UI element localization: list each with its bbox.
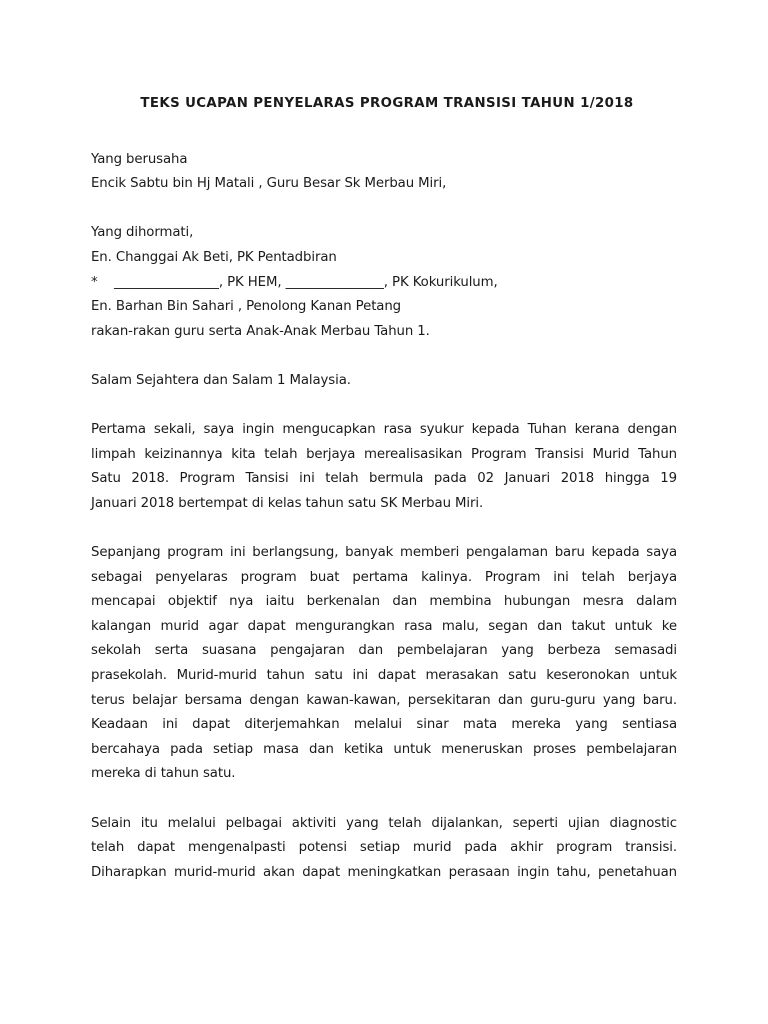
- salutation-line: Yang berusaha: [91, 151, 188, 167]
- paragraph-line: mencapai objektif nya iaitu berkenalan dan membina hubungan mesra dalam: [91, 594, 677, 610]
- paragraph-line: Pertama sekali, saya ingin mengucapkan rasa syukur kepada Tuhan kerana dengan: [91, 422, 677, 438]
- salutation-line: Encik Sabtu bin Hj Matali , Guru Besar Sk Merbau Miri,: [91, 176, 447, 192]
- document-content: [91, 92, 677, 910]
- salutation-line: * ________________, PK HEM, _______________, PK Kokurikulum,: [91, 274, 498, 290]
- paragraph-2: [91, 541, 677, 787]
- paragraph-line: Sepanjang program ini berlangsung, banyak memberi pengalaman baru kepada saya: [91, 545, 677, 561]
- paragraph-line: terus belajar bersama dengan kawan-kawan, persekitaran dan guru-guru yang baru.: [91, 692, 677, 708]
- paragraph-line: Selain itu melalui pelbagai aktiviti yang telah dijalankan, seperti ujian diagnostic: [91, 815, 677, 831]
- document-title: TEKS UCAPAN PENYELARAS PROGRAM TRANSISI TAHUN 1/2018: [140, 96, 634, 111]
- salutation-block-2: [91, 221, 677, 344]
- paragraph-line: bercahaya pada setiap masa dan ketika untuk meneruskan proses pembelajaran: [91, 741, 677, 757]
- greeting-line: Salam Sejahtera dan Salam 1 Malaysia.: [91, 372, 351, 388]
- paragraph-line: Diharapkan murid-murid akan dapat meningkatkan perasaan ingin tahu, penetahuan: [91, 864, 677, 880]
- salutation-line: Yang dihormati,: [91, 225, 194, 241]
- salutation-line: En. Changgai Ak Beti, PK Pentadbiran: [91, 249, 337, 265]
- paragraph-1: [91, 418, 677, 516]
- paragraph-line: Januari 2018 bertempat di kelas tahun satu SK Merbau Miri.: [91, 495, 484, 511]
- paragraph-line: Satu 2018. Program Tansisi ini telah bermula pada 02 Januari 2018 hingga 19: [91, 471, 677, 487]
- salutation-line: En. Barhan Bin Sahari , Penolong Kanan Petang: [91, 299, 402, 315]
- salutation-block-1: [91, 148, 677, 197]
- paragraph-line: sebagai penyelaras program buat pertama kalinya. Program ini telah berjaya: [91, 569, 677, 585]
- paragraph-line: limpah keizinannya kita telah berjaya merealisasikan Program Transisi Murid Tahun: [91, 446, 677, 462]
- paragraph-line: Keadaan ini dapat diterjemahkan melalui sinar mata mereka yang sentiasa: [91, 717, 677, 733]
- greeting-block: [91, 369, 677, 394]
- paragraph-3: [91, 812, 677, 886]
- paragraph-line: telah dapat mengenalpasti potensi setiap murid pada akhir program transisi.: [91, 840, 677, 856]
- paragraph-line: mereka di tahun satu.: [91, 766, 236, 782]
- salutation-line: rakan-rakan guru serta Anak-Anak Merbau Tahun 1.: [91, 323, 430, 339]
- paragraph-line: prasekolah. Murid-murid tahun satu ini dapat merasakan satu keseronokan untuk: [91, 668, 677, 684]
- paragraph-line: sekolah serta suasana pengajaran dan pembelajaran yang berbeza semasadi: [91, 643, 677, 659]
- paragraph-line: kalangan murid agar dapat mengurangkan rasa malu, segan dan takut untuk ke: [91, 618, 677, 634]
